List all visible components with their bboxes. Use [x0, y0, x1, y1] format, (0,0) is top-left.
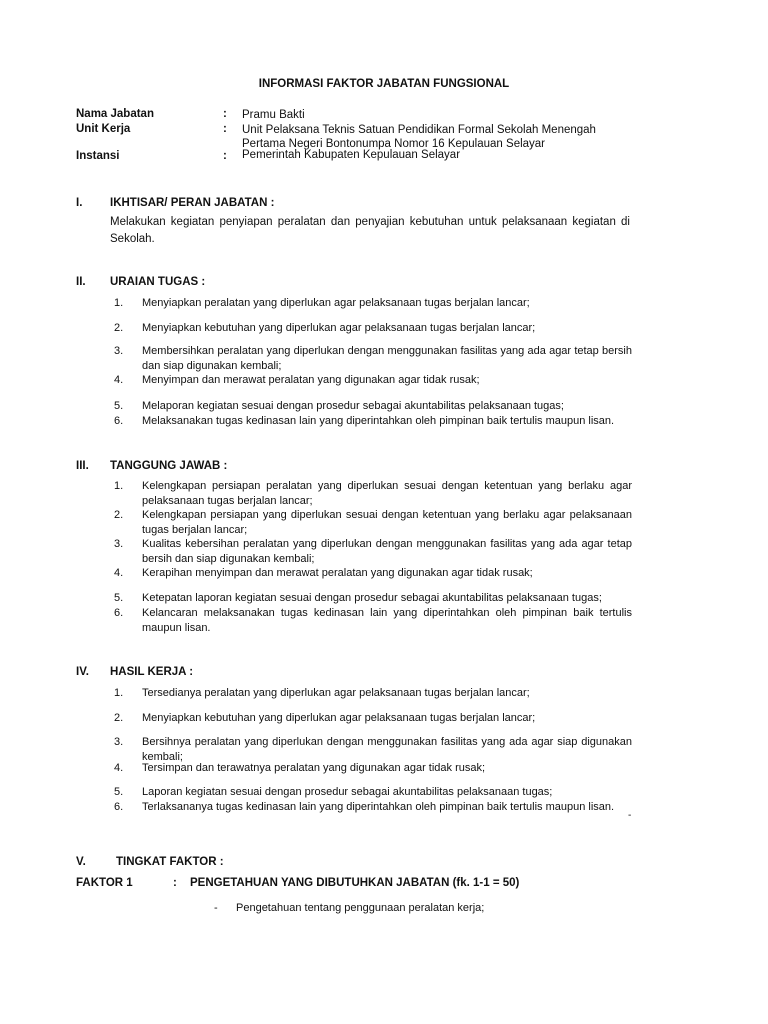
list-item [114, 479, 632, 509]
list-item [114, 414, 632, 429]
item-text: Terlaksananya tugas kedinasan lain yang diperintahkan oleh pimpinan baik tertulis maupun lisan. [142, 801, 615, 813]
item-text: Kelancaran melaksanakan tugas kedinasan lain yang diperintahkan oleh pimpinan baik tertulis maupun lisan. [142, 607, 632, 634]
section-1-text: Melakukan kegiatan penyiapan peralatan dan penyajian kebutuhan untuk pelaksanaan kegiatan di Sekolah. [110, 216, 630, 245]
section-1-title: IKHTISAR/ PERAN JABATAN : [110, 197, 275, 209]
section-3-number: III. [76, 460, 89, 472]
item-number: 5. [114, 400, 124, 412]
list-item [114, 508, 632, 538]
item-number: 5. [114, 592, 124, 604]
list-item [214, 902, 484, 914]
section-1-number: I. [76, 197, 83, 209]
item-number: 5. [114, 786, 124, 798]
item-number: 1. [114, 297, 124, 309]
list-item [114, 785, 632, 800]
item-number: 6. [114, 607, 124, 619]
nama-jabatan-value: Pramu Bakti [242, 109, 305, 121]
item-text: Membersihkan peralatan yang diperlukan dengan menggunakan fasilitas yang ada agar tetap bersih dan siap digunakan kembali; [142, 345, 632, 372]
dash-bullet: - [214, 902, 218, 914]
section-2-title: URAIAN TUGAS : [110, 276, 206, 288]
unit-kerja-label: Unit Kerja [76, 123, 131, 135]
item-text: Menyiapkan peralatan yang diperlukan agar pelaksanaan tugas berjalan lancar; [142, 297, 530, 309]
list-item [114, 761, 632, 776]
list-item [114, 566, 632, 581]
instansi-value: Pemerintah Kabupaten Kepulauan Selayar [242, 149, 461, 161]
stray-mark: - [628, 810, 632, 821]
item-number: 6. [114, 801, 124, 813]
list-item [114, 606, 632, 636]
item-number: 3. [114, 345, 124, 357]
item-text: Kelengkapan persiapan yang diperlukan sesuai dengan ketentuan yang berlaku agar pelaksanaan tugas berjalan lancar; [142, 509, 632, 536]
section-3-title: TANGGUNG JAWAB : [110, 460, 228, 472]
section-5-title: TINGKAT FAKTOR : [116, 856, 224, 868]
item-text: Tersedianya peralatan yang diperlukan agar pelaksanaan tugas berjalan lancar; [142, 687, 530, 699]
item-text: Menyiapkan kebutuhan yang diperlukan agar pelaksanaan tugas berjalan lancar; [142, 322, 536, 334]
item-number: 3. [114, 736, 124, 748]
unit-kerja-colon: : [223, 123, 227, 135]
list-item [114, 373, 632, 388]
document-title: INFORMASI FAKTOR JABATAN FUNGSIONAL [258, 78, 510, 90]
item-number: 4. [114, 567, 124, 579]
list-item [114, 296, 632, 311]
instansi-colon: : [223, 150, 227, 162]
faktor-1-colon: : [173, 877, 177, 889]
list-item [114, 399, 632, 414]
list-item [114, 686, 632, 701]
item-text: Pengetahuan tentang penggunaan peralatan kerja; [236, 902, 485, 914]
item-number: 4. [114, 374, 124, 386]
item-text: Kerapihan menyimpan dan merawat peralatan yang digunakan agar tidak rusak; [142, 567, 533, 579]
item-text: Kelengkapan persiapan peralatan yang diperlukan sesuai dengan ketentuan yang berlaku agar pelaksanaan tugas berjalan lancar; [142, 480, 632, 507]
list-item [114, 537, 632, 567]
item-text: Tersimpan dan terawatnya peralatan yang digunakan agar tidak rusak; [142, 762, 486, 774]
item-number: 3. [114, 538, 124, 550]
list-item [114, 591, 632, 606]
faktor-1-title: PENGETAHUAN YANG DIBUTUHKAN JABATAN (fk. 1-1 = 50) [190, 877, 520, 889]
item-number: 2. [114, 712, 124, 724]
section-4-title: HASIL KERJA : [110, 666, 194, 678]
list-item [114, 711, 632, 726]
item-number: 1. [114, 687, 124, 699]
item-text: Melaksanakan tugas kedinasan lain yang diperintahkan oleh pimpinan baik tertulis maupun lisan. [142, 415, 615, 427]
item-number: 2. [114, 322, 124, 334]
nama-jabatan-colon: : [223, 108, 227, 120]
unit-kerja-value: Unit Pelaksana Teknis Satuan Pendidikan Formal Sekolah Menengah Pertama Negeri Bontonumpa Nomor 16 Kepulauan Selayar [242, 124, 596, 150]
list-item [114, 321, 632, 336]
item-text: Menyiapkan kebutuhan yang diperlukan agar pelaksanaan tugas berjalan lancar; [142, 712, 536, 724]
item-number: 4. [114, 762, 124, 774]
item-number: 1. [114, 480, 124, 492]
faktor-1-label: FAKTOR 1 [76, 877, 133, 889]
list-item [114, 344, 632, 374]
list-item [114, 800, 632, 815]
section-2-number: II. [76, 276, 86, 288]
nama-jabatan-label: Nama Jabatan [76, 108, 154, 120]
item-text: Laporan kegiatan sesuai dengan prosedur sebagai akuntabilitas pelaksanaan tugas; [142, 786, 553, 798]
item-text: Melaporan kegiatan sesuai dengan prosedur sebagai akuntabilitas pelaksanaan tugas; [142, 400, 564, 412]
item-text: Kualitas kebersihan peralatan yang diperlukan dengan menggunakan fasilitas yang ada agar tetap bersih dan siap digunakan kembali; [142, 538, 632, 565]
item-number: 6. [114, 415, 124, 427]
item-number: 2. [114, 509, 124, 521]
item-text: Ketepatan laporan kegiatan sesuai dengan prosedur sebagai akuntabilitas pelaksanaan tugas; [142, 592, 602, 604]
section-5-number: V. [76, 856, 86, 868]
instansi-label: Instansi [76, 150, 120, 162]
section-4-number: IV. [76, 666, 90, 678]
item-text: Bersihnya peralatan yang diperlukan dengan menggunakan fasilitas yang ada agar siap digunakan kembali; [142, 736, 632, 763]
item-text: Menyimpan dan merawat peralatan yang digunakan agar tidak rusak; [142, 374, 480, 386]
